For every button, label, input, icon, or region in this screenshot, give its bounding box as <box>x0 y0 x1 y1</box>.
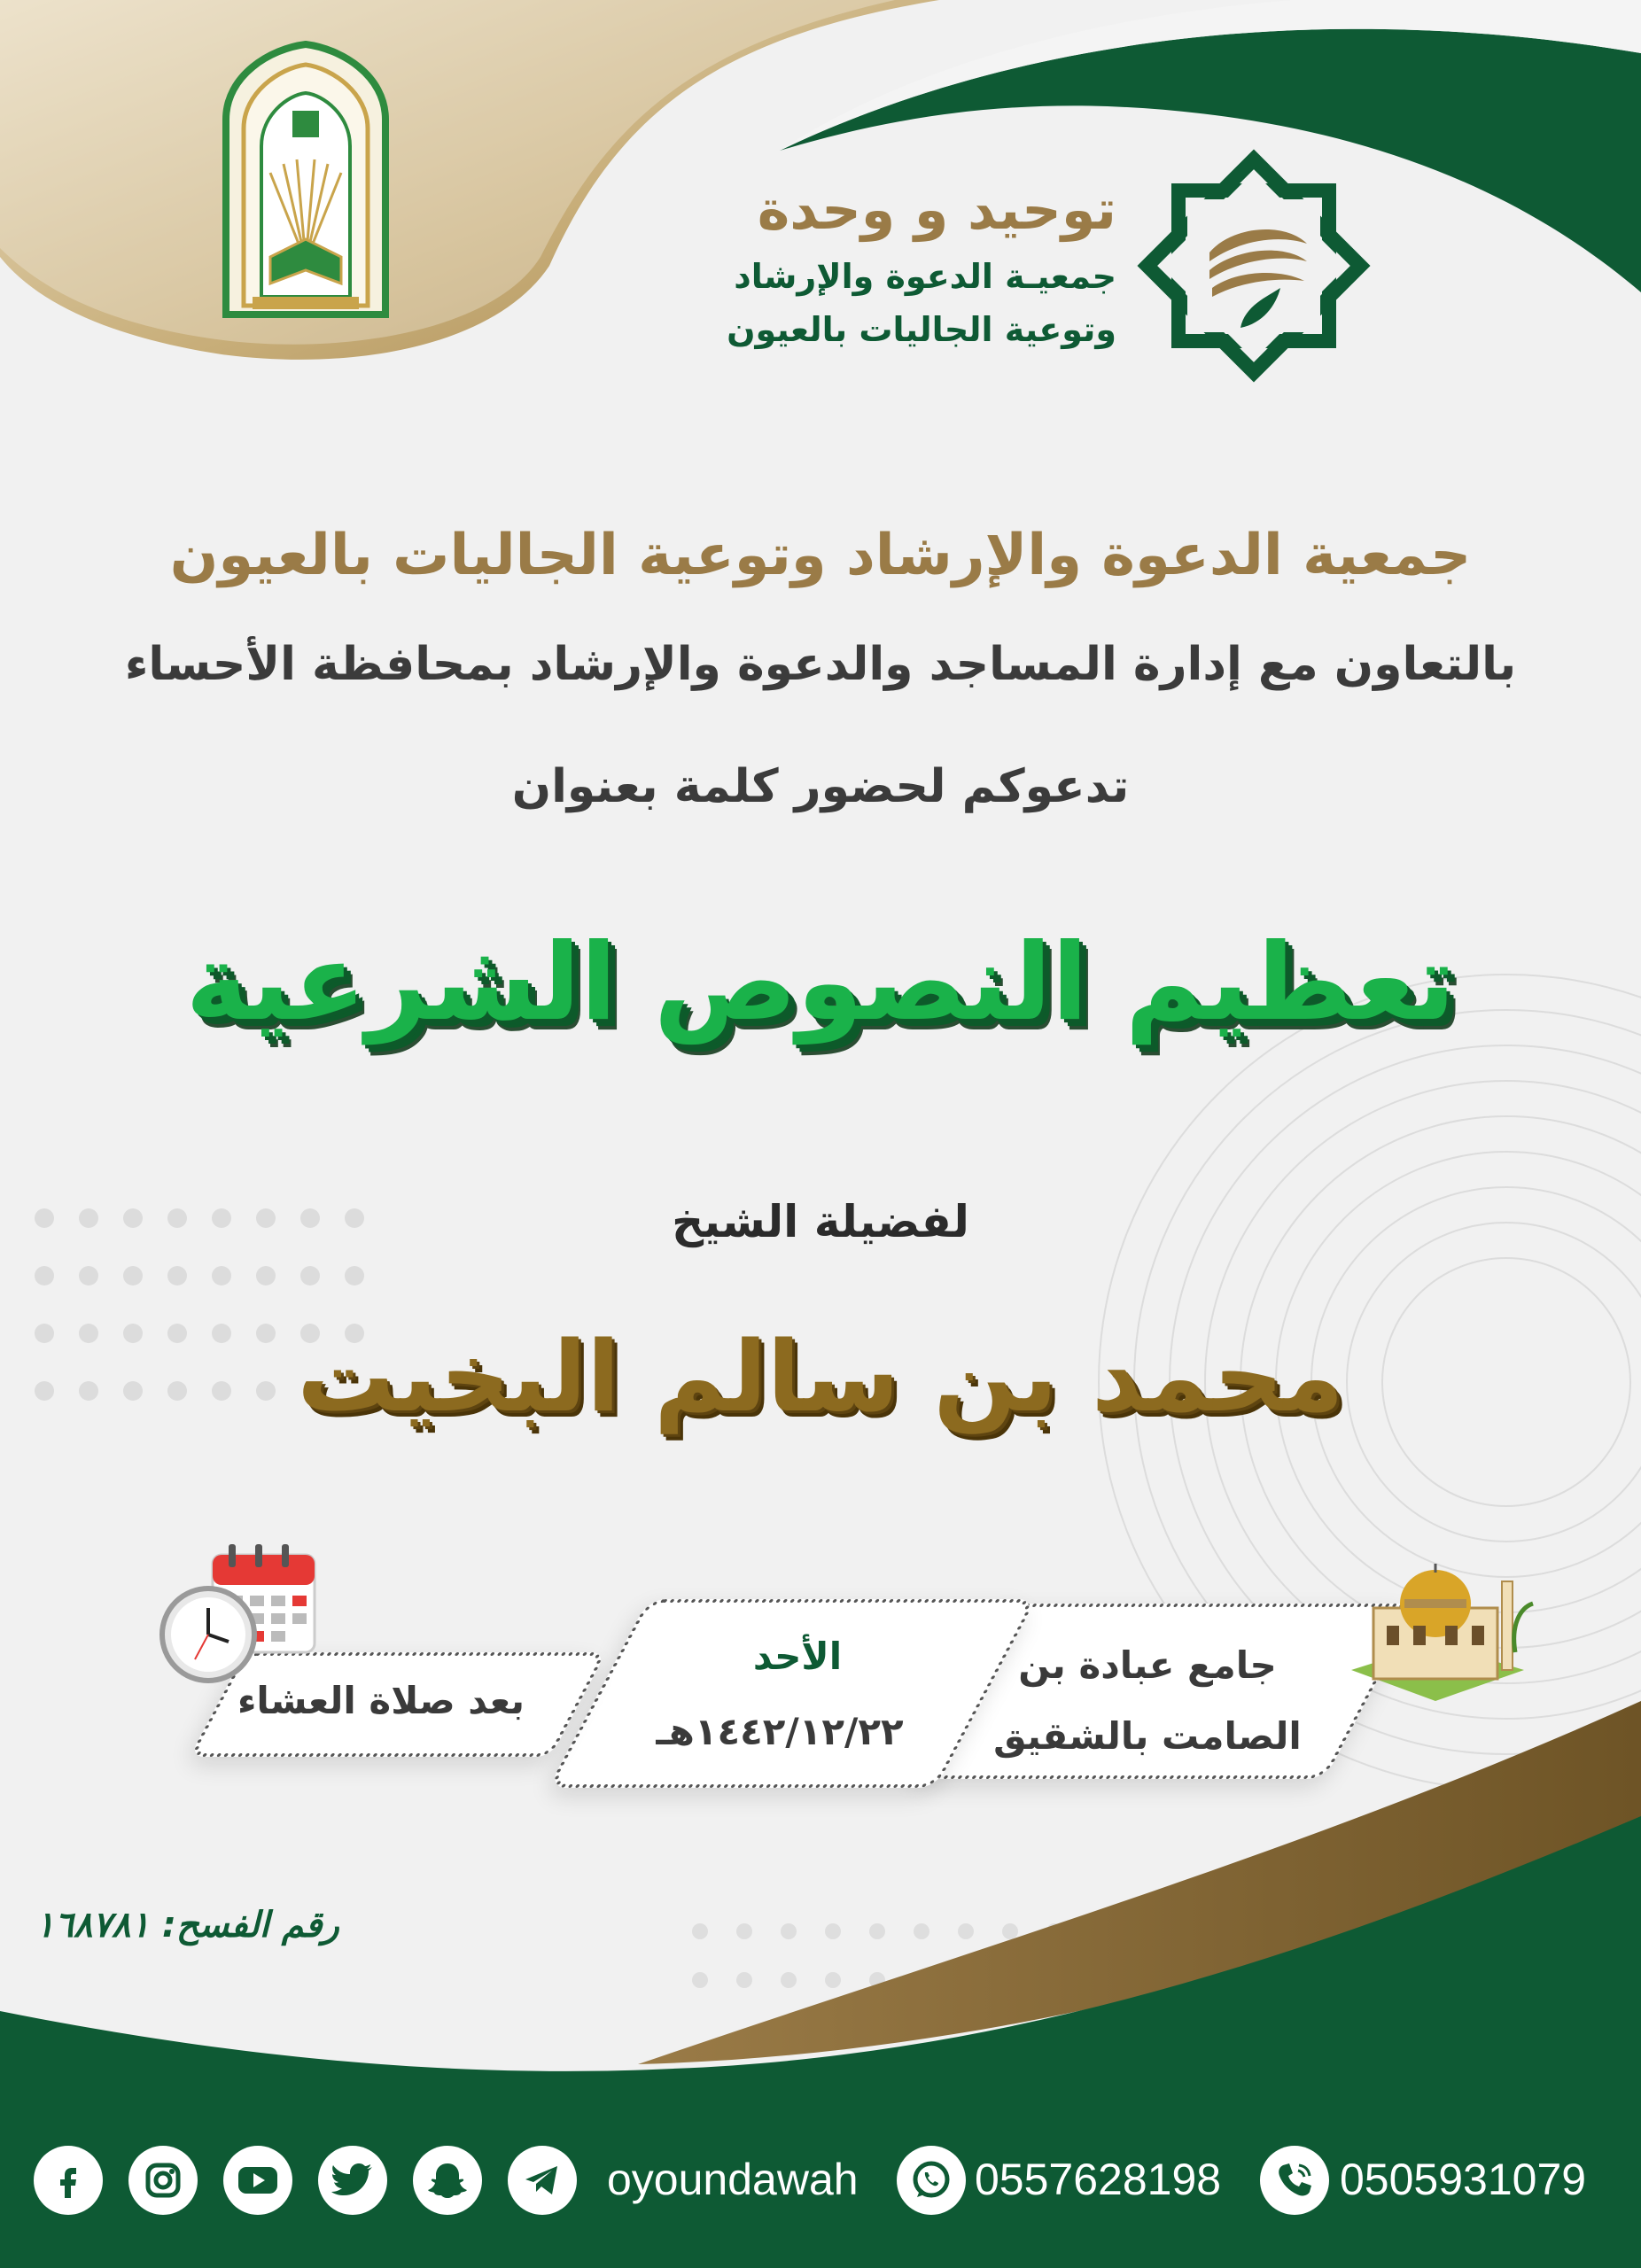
twitter-icon[interactable] <box>318 2146 387 2215</box>
org-name-line-1: جمعيـة الدعوة والإرشاد <box>734 257 1116 296</box>
telegram-icon[interactable] <box>508 2146 577 2215</box>
youtube-icon[interactable] <box>223 2146 292 2215</box>
phone-number[interactable]: 0505931079 <box>1340 2155 1587 2204</box>
event-date: ١٤٤٢/١٢/٢٢هـ <box>656 1710 904 1753</box>
mosque-icon <box>1334 1546 1537 1714</box>
intro-line-2: بالتعاون مع إدارة المساجد والدعوة والإرشاد بمحافظة الأحساء <box>124 638 1517 691</box>
whatsapp-number[interactable]: 0557628198 <box>975 2155 1222 2204</box>
presenter-prefix: لفضيلة الشيخ <box>672 1196 969 1247</box>
facebook-icon[interactable] <box>34 2146 103 2215</box>
event-time: بعد صلاة العشاء <box>237 1679 525 1722</box>
lecture-title: تعظيم النصوص الشرعية <box>185 921 1456 1045</box>
presenter-name: محمد بن سالم البخيت <box>297 1320 1344 1433</box>
intro-line-3: تدعوكم لحضور كلمة بعنوان <box>511 760 1130 813</box>
intro-line-1: جمعية الدعوة والإرشاد وتوعية الجاليات بالعيون <box>169 523 1472 588</box>
whatsapp-icon[interactable] <box>897 2146 966 2215</box>
association-logo <box>1134 146 1373 385</box>
location-line-1: جامع عبادة بن <box>1018 1643 1277 1687</box>
org-name-line-2: وتوعية الجاليات بالعيون <box>727 310 1116 349</box>
permit-number: رقم الفسح: ١٦٨٧٨١ <box>35 1905 339 1946</box>
phone-icon[interactable] <box>1260 2146 1329 2215</box>
event-day: الأحد <box>752 1635 843 1678</box>
instagram-icon[interactable] <box>128 2146 198 2215</box>
social-handle[interactable]: oyoundawah <box>607 2155 859 2204</box>
brand-slogan: توحيد و وحدة <box>757 177 1116 242</box>
ministry-logo <box>217 40 394 323</box>
snapchat-icon[interactable] <box>413 2146 482 2215</box>
location-line-2: الصامت بالشقيق <box>993 1714 1302 1758</box>
calendar-clock-icon <box>151 1537 328 1688</box>
